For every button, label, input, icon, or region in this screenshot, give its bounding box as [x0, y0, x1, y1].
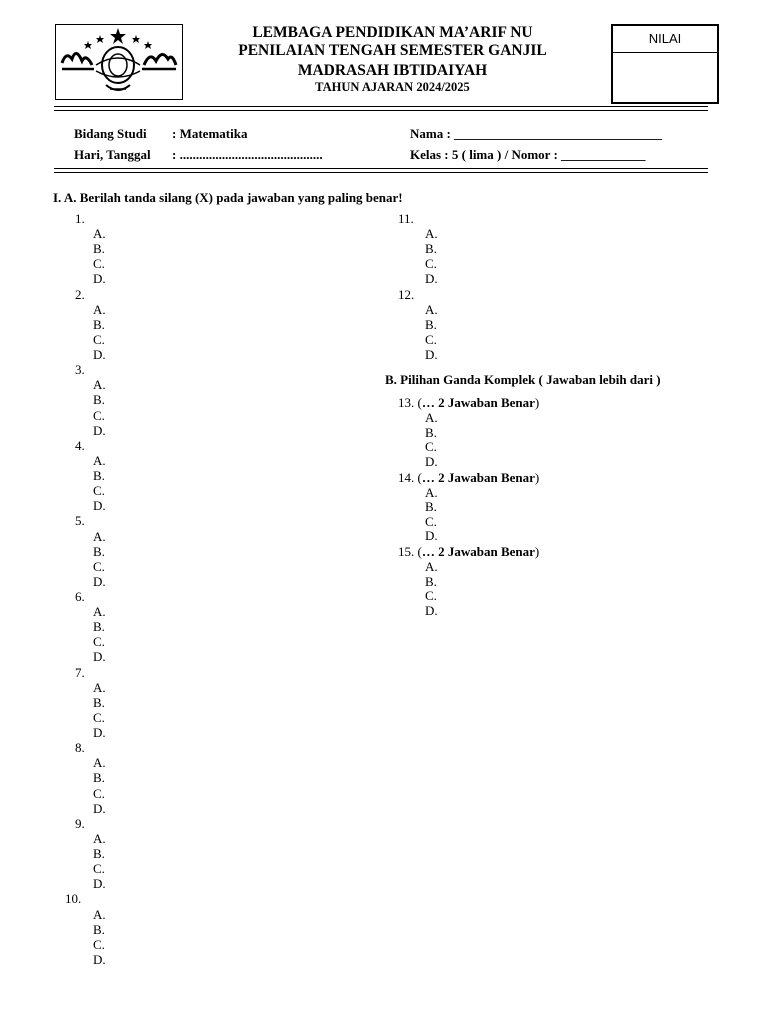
answer-option: A.	[425, 226, 438, 242]
question-paren-close: )	[534, 395, 540, 410]
answer-option: A.	[93, 755, 106, 771]
answer-option: C.	[93, 483, 105, 499]
section-a-title: I. A. Berilah tanda silang (X) pada jawaban yang paling benar!	[53, 190, 403, 205]
info-divider	[54, 172, 708, 173]
answer-hint: … 2 Jawaban Benar	[421, 544, 535, 559]
answer-option: D.	[93, 951, 106, 967]
answer-option: C.	[425, 439, 437, 455]
question-number: 12.	[398, 286, 415, 302]
answer-option: B.	[425, 499, 437, 515]
answer-option: A.	[93, 377, 106, 393]
date-label: Hari, Tanggal	[74, 147, 151, 162]
answer-option: C.	[93, 861, 105, 877]
answer-option: C.	[93, 634, 105, 650]
question-number: 13. (	[398, 395, 422, 410]
question-number: 10.	[65, 891, 82, 907]
question-number: 7.	[75, 664, 85, 680]
question-paren-close: )	[534, 544, 540, 559]
answer-option: D.	[425, 602, 438, 618]
answer-option: D.	[425, 271, 438, 287]
answer-option: B.	[93, 392, 105, 408]
answer-option: B.	[93, 921, 105, 937]
answer-option: C.	[93, 558, 105, 574]
answer-option: D.	[93, 876, 106, 892]
question-number: 6.	[75, 589, 85, 604]
answer-option: C.	[93, 256, 105, 272]
answer-option: D.	[93, 422, 106, 438]
answer-option: C.	[93, 407, 105, 423]
complex-question	[398, 470, 539, 486]
answer-hint: … 2 Jawaban Benar	[421, 469, 535, 485]
answer-option: A.	[425, 559, 438, 574]
question-number: 11.	[398, 211, 414, 226]
question-paren-close: )	[534, 469, 540, 485]
answer-option: A.	[93, 528, 106, 544]
answer-option: B.	[425, 241, 437, 257]
answer-option: A.	[425, 301, 438, 317]
answer-option: A.	[425, 484, 438, 500]
question-number: 2.	[75, 286, 85, 302]
answer-option: A.	[93, 906, 106, 922]
header-exam-title: PENILAIAN TENGAH SEMESTER GANJIL	[238, 42, 547, 59]
score-box	[611, 24, 719, 104]
subject-value: : Matematika	[172, 126, 248, 141]
question-number: 3.	[75, 362, 85, 378]
answer-option: A.	[93, 679, 106, 695]
answer-option: C.	[425, 588, 437, 604]
school-logo	[55, 24, 183, 100]
answer-option: C.	[425, 256, 437, 272]
answer-option: C.	[93, 709, 105, 725]
header-divider	[54, 110, 708, 111]
answer-option: A.	[93, 226, 106, 242]
answer-option: D.	[93, 800, 106, 816]
score-label: NILAI	[613, 26, 717, 53]
section-b-title: B. Pilihan Ganda Komplek ( Jawaban lebih dari )	[385, 372, 661, 387]
answer-option: B.	[93, 468, 105, 483]
header-year: TAHUN AJARAN 2024/2025	[315, 80, 470, 94]
nu-logo-icon	[56, 25, 181, 98]
date-field: : ............................................	[172, 147, 323, 162]
answer-hint: … 2 Jawaban Benar	[421, 395, 535, 410]
header-school: MADRASAH IBTIDAIYAH	[297, 62, 488, 79]
answer-option: B.	[93, 694, 105, 710]
answer-option: B.	[425, 316, 437, 332]
answer-option: B.	[93, 241, 105, 257]
name-field: Nama : ________________________________	[410, 126, 663, 141]
info-divider	[54, 168, 708, 169]
answer-option: C.	[93, 936, 105, 952]
question-number: 15. (	[398, 544, 422, 559]
answer-option: C.	[425, 331, 437, 347]
question-number: 1.	[75, 211, 85, 226]
question-number: 4.	[75, 437, 85, 453]
class-field: Kelas : 5 ( lima ) / Nomor : _____________	[410, 147, 646, 162]
answer-option: C.	[425, 513, 437, 529]
answer-option: B.	[93, 619, 105, 635]
answer-option: A.	[93, 452, 106, 468]
question-number: 8.	[75, 740, 85, 756]
answer-option: D.	[93, 498, 106, 514]
answer-option: B.	[425, 424, 437, 440]
answer-option: D.	[93, 347, 106, 362]
question-number: 14. (	[398, 469, 422, 485]
answer-option: B.	[93, 770, 105, 786]
answer-option: D.	[93, 725, 106, 740]
answer-option: A.	[93, 604, 106, 620]
answer-option: A.	[93, 301, 106, 317]
answer-option: B.	[93, 543, 105, 559]
question-number: 5.	[75, 513, 85, 529]
answer-option: B.	[93, 316, 105, 332]
answer-option: C.	[93, 331, 105, 347]
question-number: 9.	[75, 815, 85, 831]
header-institution: LEMBAGA PENDIDIKAN MA’ARIF NU	[252, 24, 533, 41]
answer-option: A.	[425, 410, 438, 425]
answer-option: A.	[93, 830, 106, 846]
answer-option: B.	[93, 846, 105, 861]
answer-option: D.	[93, 573, 106, 589]
complex-question	[398, 395, 539, 411]
answer-option: D.	[425, 528, 438, 544]
complex-question	[398, 544, 539, 560]
subject-label: Bidang Studi	[74, 126, 147, 141]
answer-option: D.	[425, 453, 438, 469]
answer-option: C.	[93, 785, 105, 801]
answer-option: D.	[93, 271, 106, 287]
answer-option: B.	[425, 573, 437, 589]
header-divider	[54, 106, 708, 107]
answer-option: D.	[425, 347, 438, 362]
answer-option: D.	[93, 649, 106, 665]
